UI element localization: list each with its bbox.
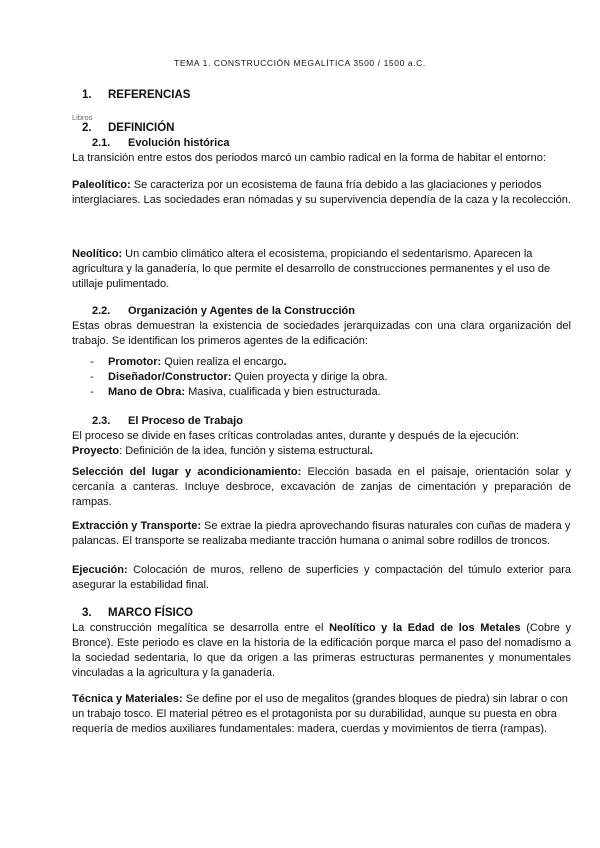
section-number: 3. [82, 607, 92, 619]
term-text: Se extrae la piedra aprovechando fisuras naturales con cuñas de madera y palancas. El transporte se realizaba mediante tracción humana o animal sobre rodillos de troncos. [72, 520, 571, 547]
paragraph-proyecto [72, 444, 571, 459]
term-text: Colocación de muros, relleno de superficies y compactación del túmulo exterior para asegurar la estabilidad final. [72, 564, 571, 591]
paragraph-paleolitico [72, 178, 571, 208]
subsection-title: El Proceso de Trabajo [128, 415, 243, 427]
document-title: TEMA 1. CONSTRUCCIÓN MEGALÍTICA 3500 / 1500 a.C. [174, 58, 426, 68]
section-2-heading [82, 121, 382, 137]
section-number: 1. [82, 89, 92, 101]
paragraph-transicion: La transición entre estos dos periodos marcó un cambio radical en la forma de habitar el entorno: [72, 152, 546, 164]
agents-list [72, 355, 571, 400]
section-title: REFERENCIAS [108, 89, 191, 101]
subsection-2-1-heading [92, 136, 392, 152]
term-text: Elección basada en el paisaje, orientación solar y cercanía a canteras. Incluye desbroce, excavación de zanjas de cimentación y preparación de rampas. [72, 466, 571, 508]
paragraph-organizacion: Estas obras demuestran la existencia de sociedades jerarquizadas con una clara organización del trabajo. Se identifican los primeros agentes de la edificación: [72, 320, 571, 347]
section-title: MARCO FÍSICO [108, 607, 193, 619]
subsection-2-3-heading [92, 414, 392, 430]
libros-note: Libros [72, 113, 93, 122]
paragraph-neolitico [72, 247, 571, 292]
paragraph-seleccion [72, 465, 571, 510]
term-label: Paleolítico: [72, 179, 131, 191]
term-label: Promotor: [108, 356, 162, 368]
subsection-number: 2.1. [92, 137, 111, 149]
term-label: Diseñador/Constructor: [108, 371, 232, 383]
term-text: Quien realiza el encargo [161, 356, 284, 368]
term-highlight: Neolítico y la Edad de los Metales [329, 622, 521, 634]
term-label: Selección del lugar y acondicionamiento: [72, 466, 302, 478]
subsection-number: 2.3. [92, 415, 111, 427]
term-text: Un cambio climático altera el ecosistema, propiciando el sedentarismo. Aparecen la agricultura y la ganadería, lo que permite el desarrollo de construcciones permanentes y el uso de utillaje pulimentado. [72, 248, 551, 290]
term-text: : Definición de la idea, función y sistema estructural [119, 445, 370, 457]
subsection-title: Evolución histórica [128, 137, 230, 149]
subsection-title: Organización y Agentes de la Construcción [128, 305, 355, 317]
term-text: Se caracteriza por un ecosistema de fauna fría debido a las glaciaciones y periodos interglaciares. Las sociedades eran nómadas y su supervivencia dependía de la caza y la recolección. [72, 179, 571, 206]
term-label: Neolítico: [72, 248, 123, 260]
paragraph-marco-fisico [72, 621, 571, 681]
list-dash: - [90, 386, 94, 398]
section-3-heading [82, 606, 382, 622]
term-end: . [369, 445, 373, 457]
list-dash: - [90, 356, 94, 368]
list-item [72, 385, 571, 400]
list-item [72, 370, 571, 385]
list-dash: - [90, 371, 94, 383]
term-label: Ejecución: [72, 564, 128, 576]
paragraph-proceso: El proceso se divide en fases críticas controladas antes, durante y después de la ejecución: [72, 430, 519, 442]
list-item [72, 355, 571, 370]
term-text: Masiva, cualificada y bien estructurada. [185, 386, 381, 398]
term-label: Extracción y Transporte: [72, 520, 201, 532]
term-end: . [283, 356, 287, 368]
paragraph-ejecucion [72, 563, 571, 593]
text-segment: (Cobre y Bronce). Este periodo es clave en la historia de la edificación porque marca el paso del nomadismo a la sociedad sedentaria, lo que da origen a las primeras estructuras permanentes y monumentales vinculadas a la agricultura y la ganadería. [72, 622, 571, 679]
term-text: Quien proyecta y dirige la obra. [231, 371, 388, 383]
paragraph-extraccion [72, 519, 571, 549]
section-title: DEFINICIÓN [108, 122, 175, 134]
term-label: Mano de Obra: [108, 386, 186, 398]
subsection-2-2-heading [92, 304, 492, 320]
subsection-number: 2.2. [92, 305, 111, 317]
text-segment: La construcción megalítica se desarrolla entre el [72, 622, 330, 634]
paragraph-tecnica [72, 692, 571, 737]
section-1-heading [82, 88, 382, 104]
term-label: Proyecto [72, 445, 120, 457]
section-number: 2. [82, 122, 92, 134]
term-label: Técnica y Materiales: [72, 693, 183, 705]
term-text: Se define por el uso de megalitos (grandes bloques de piedra) sin labrar o con un trabajo tosco. El material pétreo es el protagonista por su durabilidad, aunque su puesta en obra requería de medios auxiliares fundamentales: madera, cuerdas y movimientos de tierra (rampas). [72, 693, 568, 735]
